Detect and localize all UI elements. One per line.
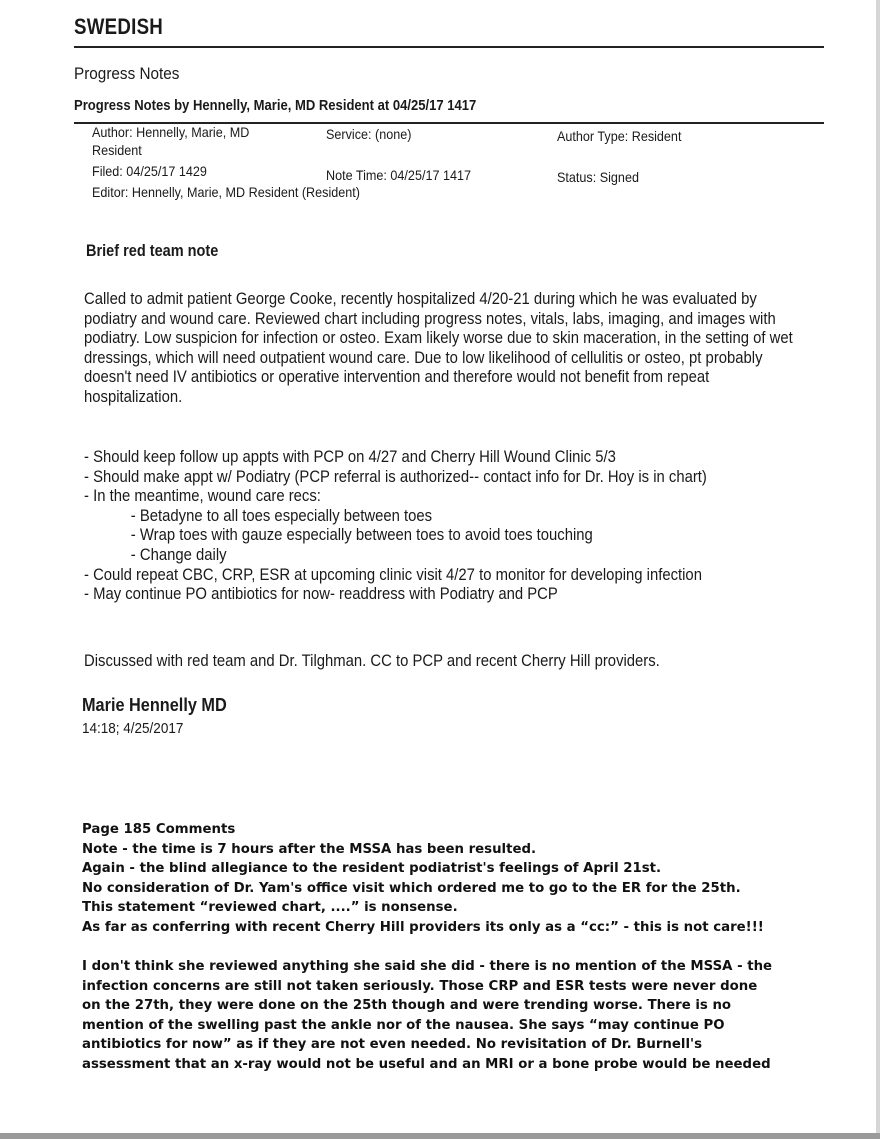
comment-line: As far as conferring with recent Cherry Hill providers its only as a “cc:” - this is not care!!! bbox=[82, 919, 764, 935]
paragraph-line: Called to admit patient George Cooke, recently hospitalized 4/20-21 during which he was evaluated by bbox=[84, 290, 757, 308]
section-title: Progress Notes bbox=[74, 64, 180, 83]
comment-line: This statement “reviewed chart, ....” is nonsense. bbox=[82, 900, 458, 915]
brand-title: SWEDISH bbox=[74, 14, 164, 39]
meta-editor: Editor: Hennelly, Marie, MD Resident (Resident) bbox=[92, 184, 360, 200]
list-item: - May continue PO antibiotics for now- readdress with Podiatry and PCP bbox=[84, 585, 558, 604]
sub-list-item: - Wrap toes with gauze especially between toes to avoid toes touching bbox=[130, 526, 593, 545]
comment-line: antibiotics for now” as if they are not even needed. No revisitation of Dr. Burnell's bbox=[82, 1037, 703, 1052]
meta-note-time: Note Time: 04/25/17 1417 bbox=[326, 167, 471, 183]
page-comments bbox=[82, 820, 842, 1074]
meta-filed: Filed: 04/25/17 1429 bbox=[92, 163, 207, 179]
list-item: - Should keep follow up appts with PCP on 4/27 and Cherry Hill Wound Clinic 5/3 bbox=[84, 448, 616, 466]
sub-list-item: - Betadyne to all toes especially between toes bbox=[130, 506, 433, 525]
meta-author: Author: Hennelly, Marie, MD bbox=[92, 124, 250, 140]
comment-line: infection concerns are still not taken seriously. Those CRP and ESR tests were never done bbox=[82, 978, 758, 994]
paragraph-line: hospitalization. bbox=[84, 387, 183, 406]
paragraph-line: doesn't need IV antibiotics or operative intervention and therefore would not benefit from repeat bbox=[84, 368, 710, 387]
meta-status: Status: Signed bbox=[557, 169, 639, 185]
comment-line: mention of the swelling past the ankle nor of the nausea. She says “may continue PO bbox=[82, 1017, 725, 1033]
paragraph-line: podiatry and wound care. Reviewed chart including progress notes, vitals, labs, imaging, and images with bbox=[84, 309, 776, 328]
list-item: - Should make appt w/ Podiatry (PCP referral is authorized-- contact info for Dr. Hoy is in chart) bbox=[84, 467, 707, 486]
signature-name: Marie Hennelly MD bbox=[82, 694, 227, 715]
comment-line: Again - the blind allegiance to the resident podiatrist's feelings of April 21st. bbox=[82, 861, 662, 876]
comment-line: Note - the time is 7 hours after the MSSA has been resulted. bbox=[82, 841, 537, 857]
comment-spacer bbox=[82, 937, 842, 957]
list-item: - Could repeat CBC, CRP, ESR at upcoming clinic visit 4/27 to monitor for developing infection bbox=[84, 565, 702, 584]
note-title: Brief red team note bbox=[86, 242, 219, 260]
header-divider bbox=[74, 46, 824, 48]
sub-list-item: - Change daily bbox=[130, 545, 227, 564]
discussed-line: Discussed with red team and Dr. Tilghman. CC to PCP and recent Cherry Hill providers. bbox=[84, 652, 660, 670]
scan-edge-right bbox=[876, 0, 880, 1139]
comment-line: assessment that an x-ray would not be useful and an MRI or a bone probe would be needed bbox=[82, 1056, 771, 1072]
list-item: - In the meantime, wound care recs: bbox=[84, 487, 321, 506]
comment-line: I don't think she reviewed anything she said she did - there is no mention of the MSSA - the bbox=[82, 959, 773, 974]
meta-author-cont: Resident bbox=[92, 142, 142, 158]
scan-edge-bottom bbox=[0, 1133, 880, 1139]
signature-date: 14:18; 4/25/2017 bbox=[82, 720, 184, 737]
comment-line: on the 27th, they were done on the 25th though and were trending worse. There is no bbox=[82, 998, 732, 1013]
note-paragraph bbox=[84, 290, 809, 408]
note-header: Progress Notes by Hennelly, Marie, MD Resident at 04/25/17 1417 bbox=[74, 98, 477, 114]
plan-list bbox=[84, 448, 707, 605]
comment-line: Page 185 Comments bbox=[82, 822, 236, 837]
meta-service: Service: (none) bbox=[326, 126, 412, 142]
comment-line: No consideration of Dr. Yam's office visit which ordered me to go to the ER for the 25th. bbox=[82, 880, 741, 896]
meta-author-type: Author Type: Resident bbox=[557, 128, 682, 144]
paragraph-line: podiatry. Low suspicion for infection or osteo. Exam likely worse due to skin maceration, in the setting of wet bbox=[84, 329, 793, 348]
paragraph-line: dressings, which will need outpatient wound care. Due to low likelihood of cellulitis or osteo, pt probably bbox=[84, 348, 763, 367]
